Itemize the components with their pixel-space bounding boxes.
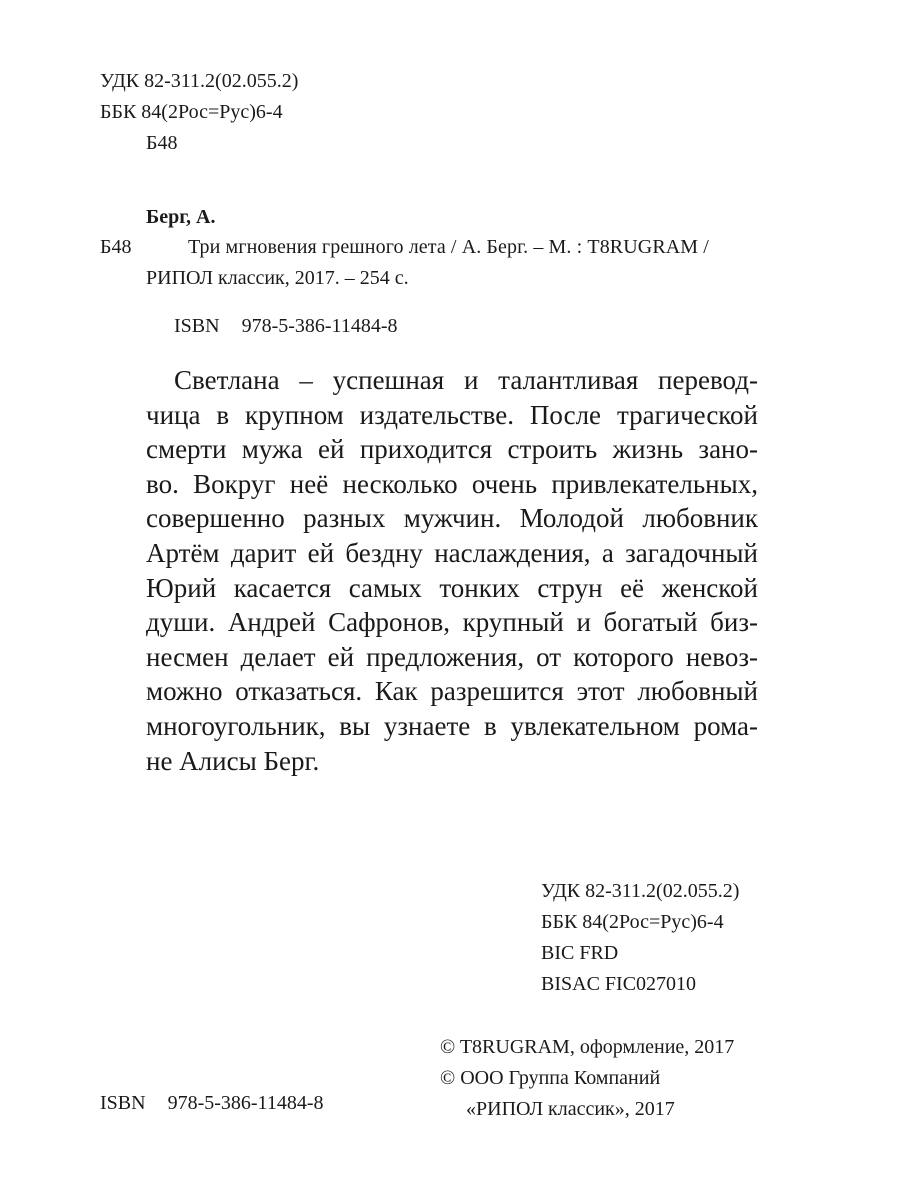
- bibliographic-line-2: РИПОЛ классик, 2017. – 254 с.: [146, 267, 409, 289]
- copyright-line-design: © T8RUGRAM, оформление, 2017: [440, 1036, 735, 1058]
- annotation-line: можно отказаться. Как разрешится этот любовный: [146, 676, 758, 707]
- annotation-line: совершенно разных мужчин. Молодой любовник: [146, 503, 758, 534]
- copyright-line-publisher: «РИПОЛ классик», 2017: [466, 1098, 675, 1120]
- annotation-line: чица в крупном издательстве. После трагической: [146, 399, 758, 430]
- copyright-line-company: © ООО Группа Компаний: [440, 1067, 661, 1089]
- annotation-line: смерти мужа ей приходится строить жизнь зано-: [146, 434, 758, 465]
- annotation-line: души. Андрей Сафронов, крупный и богатый биз-: [146, 607, 758, 638]
- author-name: Берг, А.: [146, 206, 216, 228]
- annotation-line: Юрий касается самых тонких струн её женской: [146, 572, 758, 603]
- udk-code: УДК 82-311.2(02.055.2): [541, 880, 740, 902]
- annotation-line: Светлана – успешная и талантливая перевод-: [174, 365, 758, 395]
- bbk-code: ББК 84(2Рос=Рус)6-4: [541, 911, 724, 933]
- annotation-line: несмен делает ей предложения, от которого невоз-: [146, 641, 758, 672]
- isbn-label: ISBN: [174, 315, 220, 337]
- isbn-footer: [100, 1088, 323, 1119]
- isbn-label: ISBN: [100, 1092, 146, 1114]
- udk-code: УДК 82-311.2(02.055.2): [100, 70, 299, 92]
- copyright-notice: [440, 1032, 734, 1125]
- entry-cutter-code: Б48: [100, 236, 132, 258]
- isbn-number: 978-5-386-11484-8: [241, 315, 398, 337]
- bbk-code: ББК 84(2Рос=Рус)6-4: [100, 101, 283, 123]
- isbn-number: 978-5-386-11484-8: [167, 1092, 324, 1114]
- bic-code: BIC FRD: [541, 942, 619, 964]
- annotation-line: Артём дарит ей бездну наслаждения, а загадочный: [146, 537, 758, 568]
- annotation-line: во. Вокруг неё несколько очень привлекательных,: [146, 468, 758, 499]
- author-cutter-code: Б48: [146, 132, 178, 154]
- classification-codes-bottom: [541, 876, 739, 1000]
- isbn-entry: [174, 311, 397, 342]
- bibliographic-description: [146, 232, 709, 294]
- bisac-code: BISAC FIC027010: [541, 973, 697, 995]
- classification-codes-top: [100, 66, 298, 159]
- annotation-line: многоугольник, вы узнаете в увлекательном рома-: [146, 710, 758, 741]
- annotation-paragraph: [146, 363, 758, 778]
- bibliographic-line-1: Три мгновения грешного лета / А. Берг. – М. : T8RUGRAM /: [188, 236, 709, 258]
- annotation-line: не Алисы Берг.: [146, 745, 320, 776]
